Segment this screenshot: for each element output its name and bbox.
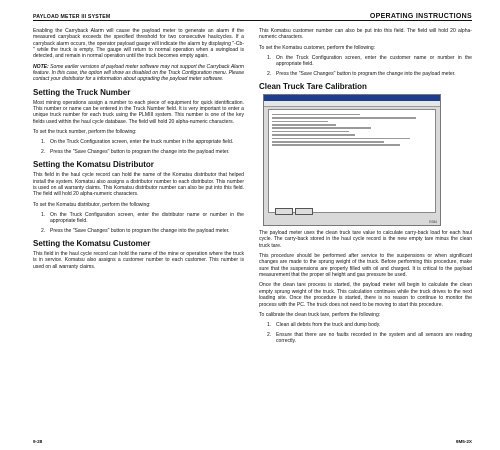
clean-tare-screenshot-figure <box>263 94 441 226</box>
customer-paragraph: This field in the haul cycle record can hold the name of the mine or operation where the truck is in service. Komatsu also assigns a customer number to each customer. This number is used on all warranty claims. <box>33 250 244 270</box>
list-item: 1. On the Truck Configuration screen, enter the distributor name or number in the appropriate field. <box>41 211 244 225</box>
customer-steps <box>259 55 472 77</box>
list-item: 1. On the Truck Configuration screen, enter the truck number in the appropriate field. <box>41 139 234 146</box>
truck-steps <box>33 139 244 155</box>
customer-continued: This Komatsu customer number can also be put into this field. The field will hold 20 alpha-numeric characters. <box>259 28 472 41</box>
document-code: 9M5-2X <box>455 439 472 444</box>
page-number: 9-28 <box>33 439 43 444</box>
distributor-steps <box>33 212 244 234</box>
figure-window-menubar <box>264 101 440 107</box>
list-item: 2. Press the "Save Changes" button to program the change into the payload meter. <box>41 227 230 234</box>
list-item: 1. On the Truck Configuration screen, enter the customer name or number in the appropriate field. <box>267 55 472 68</box>
figure-button <box>295 208 313 215</box>
header-left: PAYLOAD METER III SYSTEM <box>33 14 111 20</box>
figure-button <box>275 208 293 215</box>
tare-intro: To calibrate the clean truck tare, perform the following: <box>259 311 381 318</box>
left-column <box>33 28 244 274</box>
list-item: 1. Clean all debris from the truck and dump body. <box>267 322 381 329</box>
heading-truck-number: Setting the Truck Number <box>33 87 131 97</box>
tare-paragraph-2: This procedure should be performed after service to the suspensions or when significant changes are made to the sprung weight of the truck. Before performing this procedure, make sure that the suspensions are properly filled with oil and charged. It is critical to the payload measurement that the proper oil height and gas pressure be used. <box>259 253 472 279</box>
distributor-paragraph: This field in the haul cycle record can hold the name of the Komatsu distributor that helped install the system. Komatsu also assigns a distributor number to each distributor. This number is used on all warranty claims. This Komatsu distributor number can also be put into this field. The field will hold 20 alpha-numeric characters. <box>33 172 244 198</box>
figure-window-content <box>268 109 436 213</box>
page-header <box>33 8 472 21</box>
heading-distributor: Setting the Komatsu Distributor <box>33 160 154 170</box>
list-item: 2. Press the "Save Changes" button to program the change into the payload meter. <box>41 148 230 155</box>
customer-intro: To set the Komatsu customer, perform the following: <box>259 44 376 51</box>
truck-paragraph: Most mining operations assign a number to each piece of equipment for quick identification. This number or name can be entered in the Truck Number field. It is very important to enter a unique truck number for each truck using the PLMIII system. This number is one of the key fields used within the haul cycle database. The field will hold 20 alpha-numeric characters. <box>33 99 244 125</box>
header-right: OPERATING INSTRUCTIONS <box>369 13 472 20</box>
list-item: 2. Press the "Save Changes" button to program the change into the payload meter. <box>267 70 456 77</box>
list-item: 2. Ensure that there are no faults recorded in the system and all sensors are reading correctly. <box>267 331 472 344</box>
heading-customer: Setting the Komatsu Customer <box>33 238 151 248</box>
distributor-intro: To set the Komatsu distributor, perform the following: <box>33 201 151 208</box>
tare-paragraph-1: The payload meter uses the clean truck tare value to calculate carry-back load for each haul cycle. The carry-back stored in the haul cycle record is the new empty tare minus the clean truck tare. <box>259 230 472 249</box>
note-text: Some earlier versions of payload meter software may not support the Carryback Alarm feature. In this case, the option will show as disabled on the Truck Configuration menu. Please contact your distributor for a information about upgrading the payload meter software. <box>33 63 244 83</box>
carryback-paragraph: Enabling the Carryback Alarm will cause the payload meter to generate an alarm if the measured carryback exceeds the specified threshold for two consecutive haulcycles. If a carryback alarm occurs, the operator payload gauge will indicate the alarm by displaying "-Cb-" while the truck is empty. The gauge will return to normal operation when a swingload is detected, and remain in normal operation until the truck becomes empty again. <box>33 28 244 60</box>
note-paragraph <box>33 64 244 83</box>
figure-id: ES84 <box>429 220 437 225</box>
tare-paragraph-3: Once the clean tare process is started, the payload meter will begin to calculate the clean empty sprung weight of the truck. This calculation continues while the truck drives to the next loading site. Once the procedure is started, there is no reason to continue to monitor the process with the PC. The truck does not need to be moving to start this procedure. <box>259 282 472 308</box>
page-footer <box>33 439 472 444</box>
heading-clean-tare: Clean Truck Tare Calibration <box>259 82 367 92</box>
truck-intro: To set the truck number, perform the following: <box>33 129 137 136</box>
tare-steps <box>259 322 472 344</box>
note-label: NOTE: <box>33 63 49 70</box>
right-column <box>259 28 472 348</box>
